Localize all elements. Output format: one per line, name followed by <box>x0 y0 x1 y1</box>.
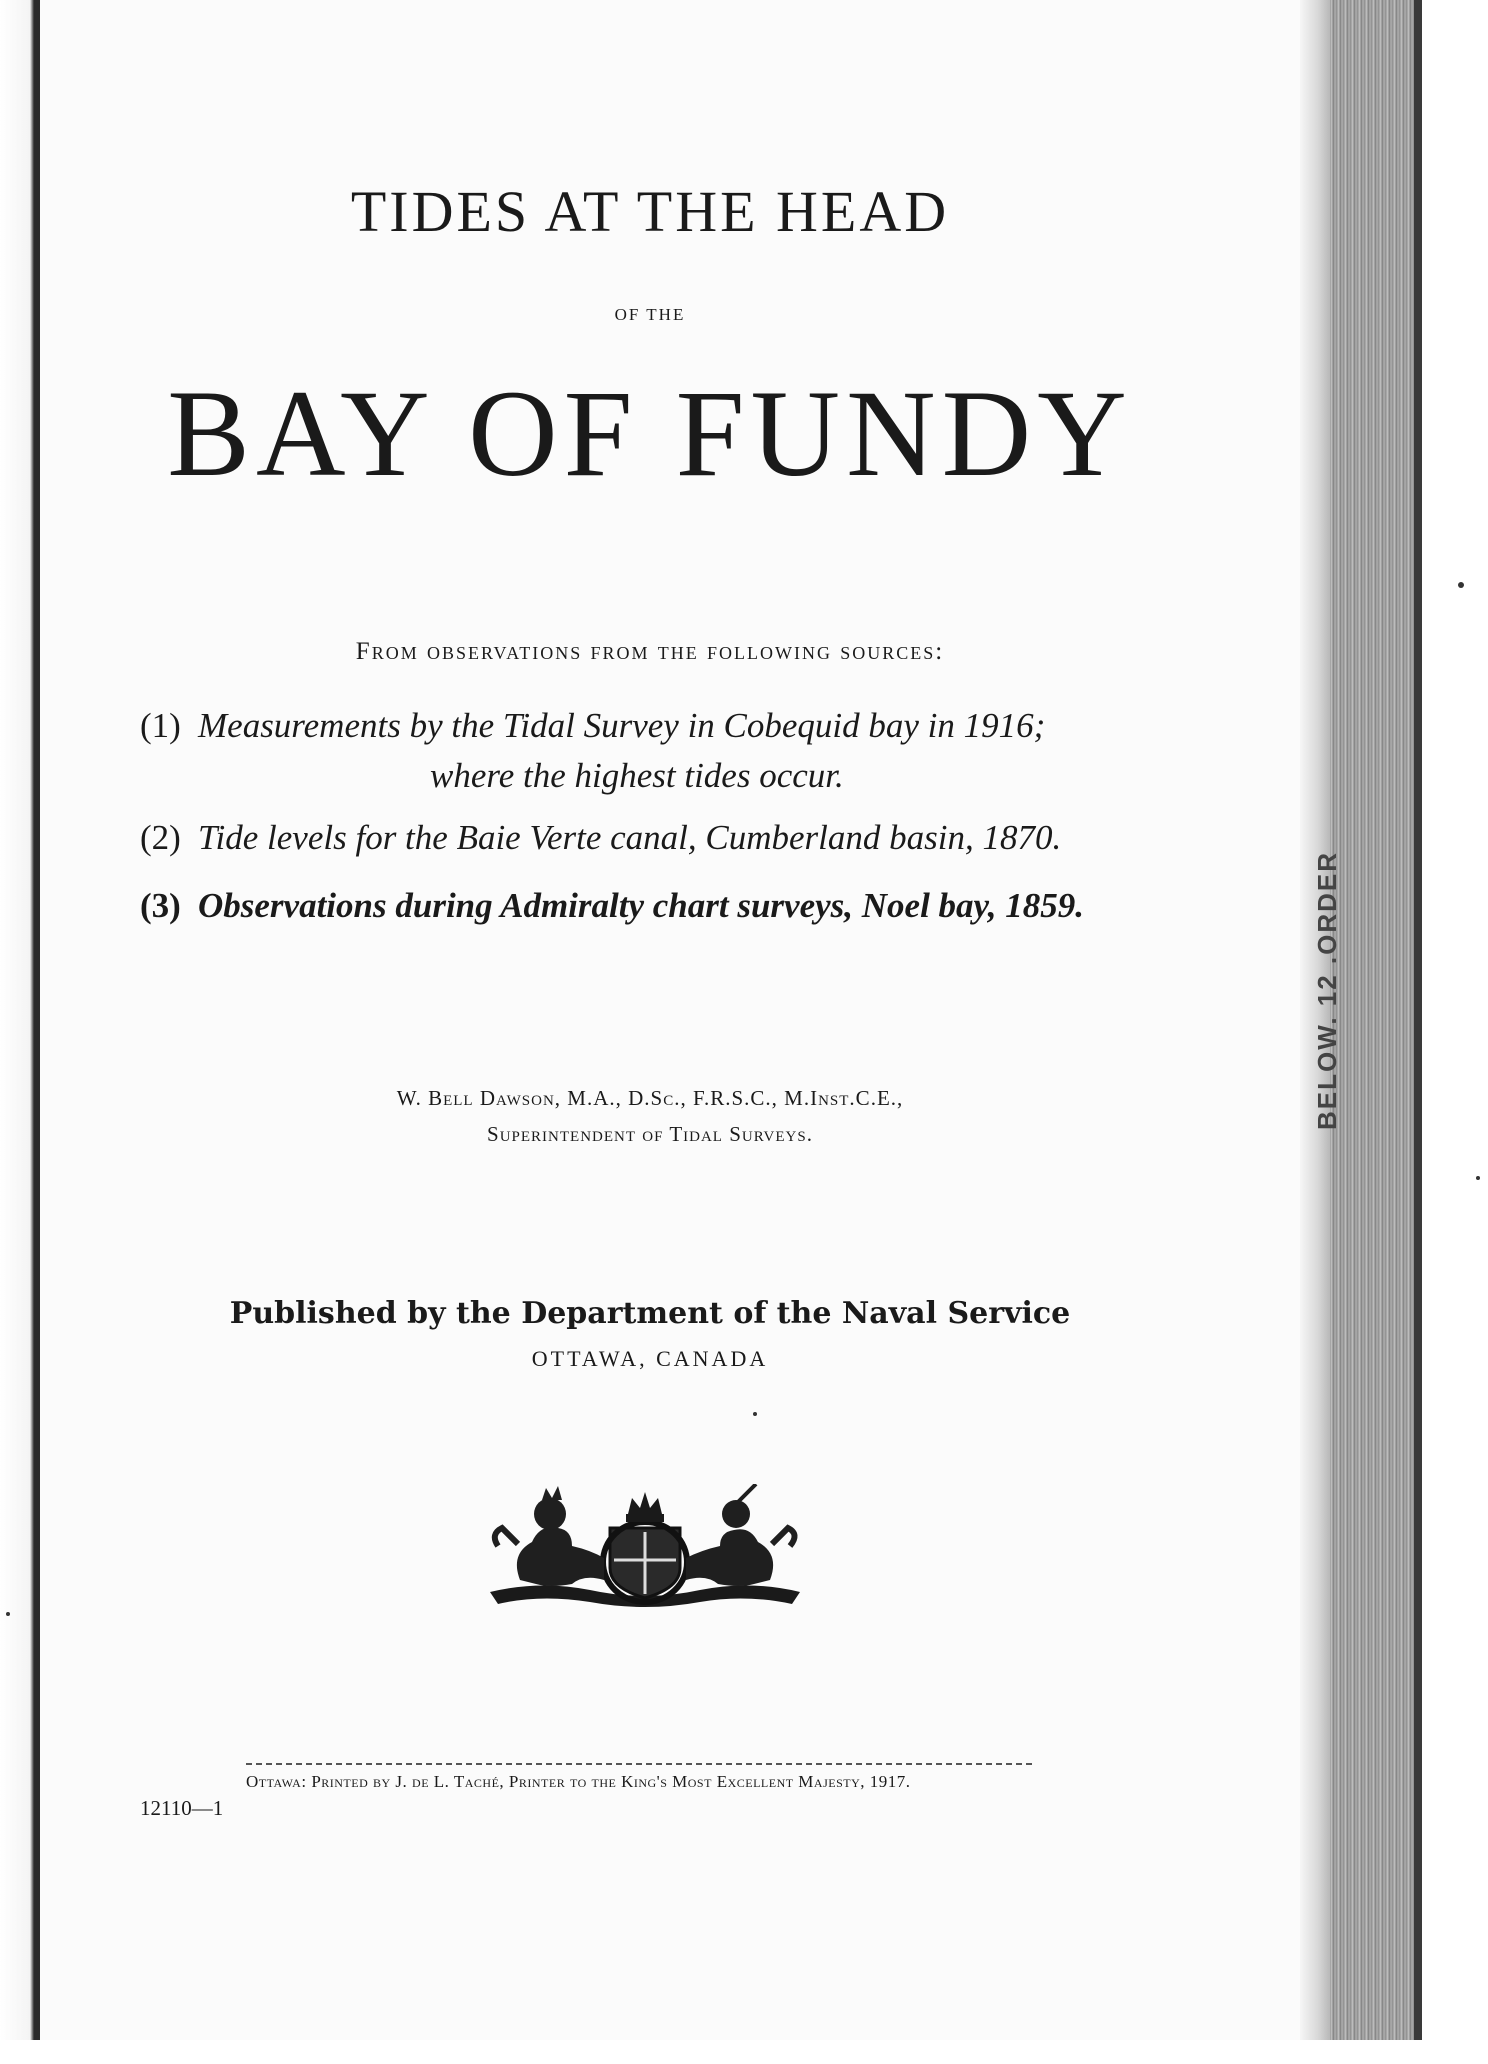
imprint-rule <box>246 1763 1032 1765</box>
scan-speck <box>1476 1176 1480 1180</box>
source-text-3: Observations during Admiralty chart surveys, Noel bay, 1859. <box>198 886 1085 925</box>
author-position: Superintendent of Tidal Surveys. <box>487 1122 813 1146</box>
scan-speck <box>6 1612 10 1616</box>
sources-heading: From observations from the following sources: <box>355 638 945 665</box>
publication-place: OTTAWA, CANADA <box>531 1346 769 1371</box>
source-text-2: Tide levels for the Baie Verte canal, Cumberland basin, 1870. <box>198 818 1062 857</box>
main-title: BAY OF FUNDY <box>167 365 1133 502</box>
scan-speck <box>1458 582 1464 588</box>
source-number-2: (2) <box>140 818 181 857</box>
author-name: W. Bell Dawson, M.A., D.Sc., F.R.S.C., M.Inst.C.E., <box>396 1086 904 1110</box>
source-number-3: (3) <box>140 886 181 925</box>
publisher-line: Published by the Department of the Naval Service <box>229 1296 1071 1331</box>
source-item-2 <box>140 818 1180 858</box>
bottom-margin <box>0 2040 1488 2064</box>
printer-imprint: Ottawa: Printed by J. de L. Taché, Printer to the King's Most Excellent Majesty, 1917. <box>246 1772 911 1791</box>
scan-speck <box>753 1412 757 1416</box>
source-number-1: (1) <box>140 706 181 745</box>
source-item-1-continuation: where the highest tides occur. <box>430 756 844 795</box>
book-edge-shadow <box>1414 0 1422 2040</box>
catalog-number: 12110—1 <box>140 1796 224 1820</box>
source-item-1 <box>140 706 1180 746</box>
title-connector: OF THE <box>614 305 686 324</box>
title-line-one: TIDES AT THE HEAD <box>350 179 950 244</box>
royal-coat-of-arms-icon <box>480 1484 810 1618</box>
spine-label: BELOW. 12 .ORDER <box>1312 850 1342 1130</box>
source-item-3 <box>140 886 1180 926</box>
source-text-1: Measurements by the Tidal Survey in Cobequid bay in 1916; <box>198 706 1046 745</box>
